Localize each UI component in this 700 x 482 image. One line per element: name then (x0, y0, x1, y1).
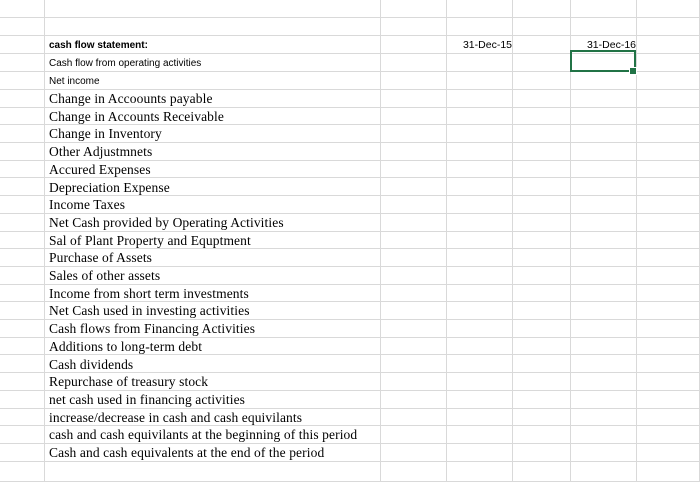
fill-handle[interactable] (629, 67, 637, 75)
table-row[interactable] (0, 72, 700, 90)
row-label-cell[interactable]: Income Taxes (49, 197, 126, 213)
empty-row[interactable] (0, 462, 700, 482)
date-header-2015[interactable]: 31-Dec-15 (462, 39, 512, 51)
row-label-cell[interactable]: Other Adjustmnets (49, 144, 153, 160)
row-label-cell[interactable]: Cash flows from Financing Activities (49, 321, 256, 337)
row-label-cell[interactable]: Sales of other assets (49, 268, 161, 283)
table-row[interactable] (0, 90, 700, 108)
table-row[interactable] (0, 232, 700, 250)
row-label-cell[interactable]: Purchase of Assets (49, 250, 153, 266)
table-row[interactable] (0, 426, 700, 444)
row-label-cell[interactable]: Net Cash used in investing activities (49, 303, 250, 319)
table-row[interactable] (0, 444, 700, 462)
row-label-cell[interactable]: Income from short term investments (49, 285, 249, 301)
table-row[interactable] (0, 373, 700, 391)
table-row[interactable] (0, 285, 700, 303)
table-row[interactable] (0, 391, 700, 409)
table-row[interactable] (0, 108, 700, 126)
table-row[interactable] (0, 214, 700, 232)
row-label-cell[interactable]: Cash and cash equivalents at the end of the period (49, 445, 325, 460)
empty-row[interactable] (0, 18, 700, 36)
row-label-cell[interactable]: Depreciation Expense (49, 179, 170, 195)
table-row[interactable] (0, 249, 700, 267)
row-label-cell[interactable]: Net income (49, 76, 100, 87)
active-cell-selection[interactable] (570, 50, 636, 72)
table-row[interactable] (0, 320, 700, 338)
row-label-cell[interactable]: Repurchase of treasury stock (49, 374, 209, 390)
row-label-cell[interactable]: Change in Accounts Receivable (49, 108, 224, 124)
row-label-cell[interactable]: increase/decrease in cash and cash equivilants (49, 409, 303, 425)
row-label-cell[interactable]: Sal of Plant Property and Equptment (49, 232, 251, 248)
table-row[interactable] (0, 179, 700, 197)
table-row[interactable] (0, 161, 700, 179)
row-label-cell[interactable]: Change in Inventory (49, 126, 162, 142)
row-label-cell[interactable]: Cash dividends (49, 356, 134, 372)
table-row[interactable] (0, 409, 700, 427)
table-row[interactable] (0, 125, 700, 143)
row-label-cell[interactable]: cash and cash equivilants at the beginning of this period (49, 427, 358, 443)
statement-title-cell[interactable]: cash flow statement: (49, 40, 148, 51)
table-row[interactable] (0, 356, 700, 374)
row-label-cell[interactable]: Additions to long-term debt (49, 338, 203, 354)
row-label-cell[interactable]: Cash flow from operating activities (49, 58, 202, 69)
empty-row[interactable] (0, 0, 700, 18)
table-row[interactable] (0, 302, 700, 320)
row-label-cell[interactable]: net cash used in financing activities (49, 391, 246, 407)
table-row[interactable] (0, 196, 700, 214)
row-label-cell[interactable]: Accured Expenses (49, 161, 151, 177)
table-row[interactable] (0, 143, 700, 161)
table-row[interactable] (0, 267, 700, 285)
table-row[interactable] (0, 338, 700, 356)
date-header-2016[interactable]: 31-Dec-16 (586, 39, 636, 51)
row-label-cell[interactable]: Change in Accoounts payable (49, 91, 213, 106)
row-label-cell[interactable]: Net Cash provided by Operating Activities (49, 214, 284, 230)
